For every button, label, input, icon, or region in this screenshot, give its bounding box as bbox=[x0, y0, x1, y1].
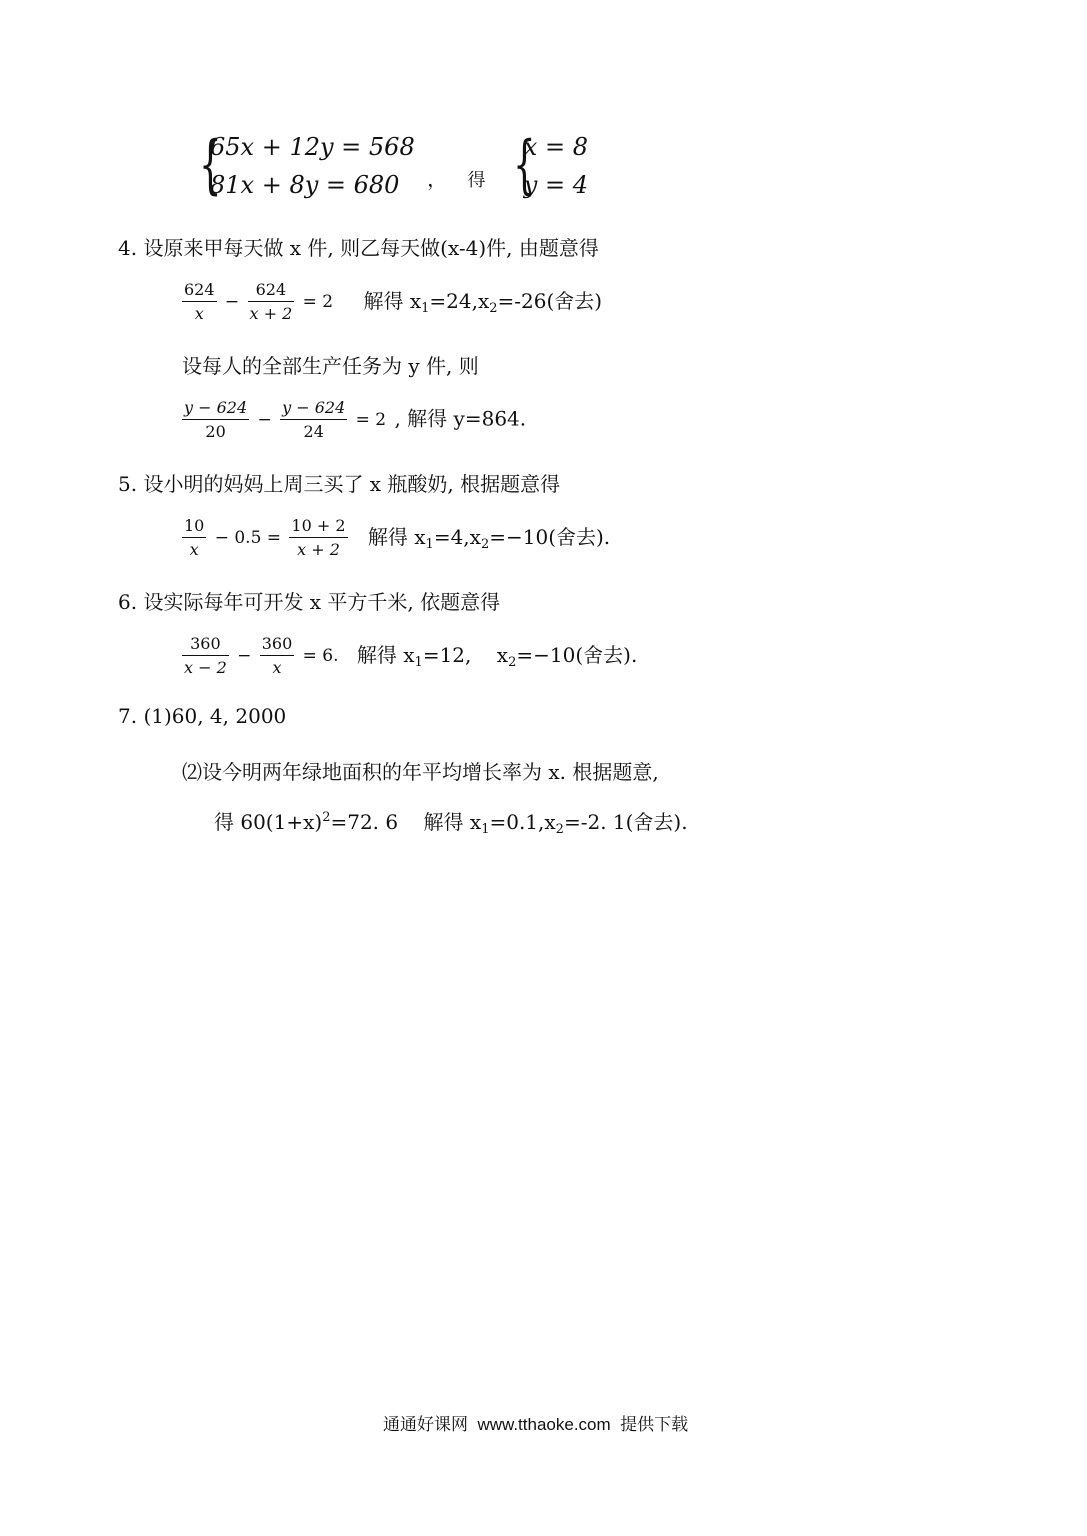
q3-solution-y: y = 4 bbox=[523, 171, 588, 199]
q3-system-block bbox=[196, 128, 588, 204]
fraction: $\frac{360}{x}$ bbox=[261, 634, 293, 677]
q6-equation: $\frac{360}{x - 2}$ − $\frac{360}{x}$ = 6. 解得 $x_1=12$, $x_2=-10$(舍去). bbox=[184, 634, 638, 677]
q4-text-2: 设每人的全部生产任务为 y 件, 则 bbox=[182, 354, 479, 378]
fraction: $\frac{10 + 2}{x + 2}$ bbox=[291, 516, 346, 559]
q5-solution: 解得 $x_1=4,x_2=-10$(舍去). bbox=[367, 524, 611, 552]
q7-equation: 得 $60(1+x)^2=72$. 6 解得 $x_1=0.1,x_2=-2$. 1(舍去). bbox=[214, 810, 688, 837]
fraction: $\frac{y - 624}{20}$ bbox=[184, 398, 248, 441]
page-footer: 通通好课网 www.tthaoke.com 提供下载 bbox=[383, 1415, 689, 1434]
left-brace: { bbox=[199, 128, 222, 203]
q4-equation-1: $\frac{624}{x}$ − $\frac{624}{x + 2}$ = 2 解得 $x_1=24,x_2=-26$(舍去) bbox=[184, 280, 603, 323]
q4-solution: 解得 $x_1=24,x_2=-26$(舍去) bbox=[363, 288, 603, 316]
fraction: $\frac{y - 624}{24}$ bbox=[282, 398, 346, 441]
fraction: $\frac{624}{x + 2}$ bbox=[249, 280, 293, 323]
left-brace: { bbox=[512, 128, 536, 203]
q4-equation-2: $\frac{y - 624}{20}$ − $\frac{y - 624}{24}$ = 2 , 解得 y=864. bbox=[184, 398, 527, 441]
q3-equation-1: 65x + 12y = 568 bbox=[210, 133, 415, 161]
q3-de: 得 bbox=[467, 170, 486, 192]
q3-solution-x: x = 8 bbox=[523, 133, 588, 161]
q5-equation: $\frac{10}{x}$ − 0.5 = $\frac{10 + 2}{x + 2}$ 解得 $x_1=4,x_2=-10$(舍去). bbox=[184, 516, 611, 559]
q4-text: 4. 设原来甲每天做 x 件, 则乙每天做(x-4)件, 由题意得 bbox=[118, 236, 599, 260]
fraction: $\frac{10}{x}$ bbox=[184, 516, 205, 559]
q5-text: 5. 设小明的妈妈上周三买了 x 瓶酸奶, 根据题意得 bbox=[118, 472, 561, 496]
q6-solution: 解得 $x_1=12$, $x_2=-10$(舍去). bbox=[356, 642, 638, 670]
q7-part-1: 7. (1)60, 4, 2000 bbox=[118, 704, 287, 728]
q4-solution-2: , 解得 y=864. bbox=[394, 406, 527, 431]
q3-system-equations bbox=[196, 128, 415, 204]
q6-text: 6. 设实际每年可开发 x 平方千米, 依题意得 bbox=[118, 590, 501, 614]
fraction: $\frac{624}{x}$ bbox=[184, 280, 215, 323]
q3-equation-2: 81x + 8y = 680 bbox=[210, 171, 400, 199]
fraction: $\frac{360}{x - 2}$ bbox=[184, 634, 227, 677]
q7-part-2: ⑵设今明两年绿地面积的年平均增长率为 x. 根据题意, bbox=[182, 760, 659, 784]
q3-solution bbox=[510, 128, 588, 204]
q3-comma: ， bbox=[427, 167, 448, 192]
